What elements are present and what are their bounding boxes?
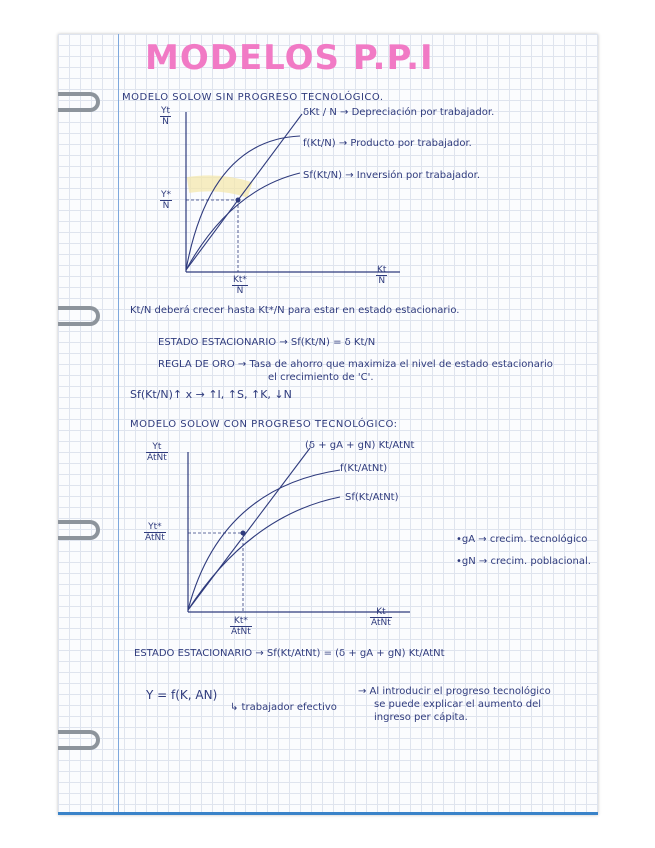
ee2: ESTADO ESTACIONARIO → Sf(Kt/AtNt) = (δ + gA + gN) Kt/AtNt: [134, 648, 445, 659]
g1-x-axis-label: $\frac{Kt}{N}$: [377, 265, 387, 286]
g1-k-star-label: $\frac{Kt*}{N}$: [233, 275, 247, 296]
g2-y-axis-label: $\frac{Yt}{\text{AtNt}}$: [147, 442, 167, 463]
depreciation-line: [188, 448, 310, 610]
regla-de-oro-cont: el crecimiento de 'C'.: [268, 372, 374, 383]
graph1: [150, 100, 430, 300]
g1-y-axis-label: $\frac{Yt}{N}$: [161, 106, 171, 127]
g1-y-star-label: $\frac{Y*}{N}$: [161, 190, 171, 211]
graph2: [150, 440, 440, 630]
section1-heading: MODELO SOLOW SIN PROGRESO TECNOLÓGICO.: [122, 92, 384, 103]
trabajador-efectivo: ↳ trabajador efectivo: [230, 702, 337, 713]
intro-line-3: ingreso per cápita.: [374, 712, 468, 723]
binder-ring: [58, 306, 100, 326]
binder-ring: [58, 92, 100, 112]
regla-de-oro: REGLA DE ORO → Tasa de ahorro que maximiza el nivel de estado estacionario: [158, 359, 553, 370]
page-title: MODELOS P.P.I: [145, 38, 434, 78]
g2-depreciation-label: (δ + gA + gN) Kt/AtNt: [305, 440, 415, 451]
y-formula: Y = f(K, AN): [146, 688, 218, 702]
note1: Kt/N deberá crecer hasta Kt*/N para estar en estado estacionario.: [130, 305, 460, 316]
binder-ring: [58, 730, 100, 750]
intro-line-1: → Al introducir el progreso tecnológico: [358, 686, 551, 697]
bullet-gn: •gN → crecim. poblacional.: [456, 556, 591, 567]
sf-chain: Sf(Kt/N)↑ x → ↑I, ↑S, ↑K, ↓N: [130, 388, 292, 401]
highlight: [188, 183, 250, 190]
g2-y-star-label: $\frac{Yt*}{\text{AtNt}}$: [145, 522, 165, 543]
production-curve: [186, 136, 300, 270]
g2-investment-label: Sf(Kt/AtNt): [345, 492, 399, 503]
binder-ring: [58, 520, 100, 540]
bullet-ga: •gA → crecim. tecnológico: [456, 534, 588, 545]
production-curve: [188, 470, 340, 610]
section2-heading: MODELO SOLOW CON PROGRESO TECNOLÓGICO:: [130, 419, 398, 430]
g2-k-star-label: $\frac{Kt*}{\text{AtNt}}$: [231, 616, 251, 637]
intro-line-2: se puede explicar el aumento del: [374, 699, 542, 710]
margin-line: [118, 34, 119, 812]
g2-production-label: f(Kt/AtNt): [340, 463, 388, 474]
ee1: ESTADO ESTACIONARIO → Sf(Kt/N) = δ Kt/N: [158, 337, 376, 348]
g1-production-label: f(Kt/N) → Producto por trabajador.: [303, 138, 472, 149]
g1-investment-label: Sf(Kt/N) → Inversión por trabajador.: [303, 170, 480, 181]
g1-depreciation-label: δKt / N → Depreciación por trabajador.: [303, 107, 495, 118]
g2-x-axis-label: $\frac{Kt}{\text{AtNt}}$: [371, 607, 391, 628]
